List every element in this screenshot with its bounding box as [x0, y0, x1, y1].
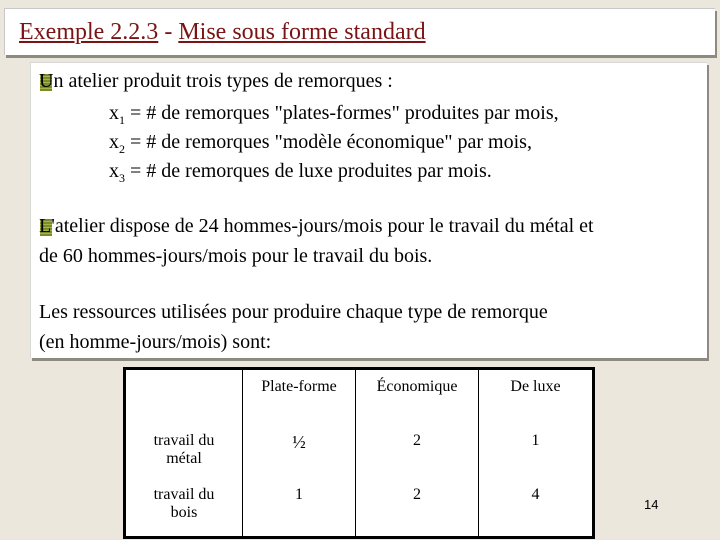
var-line-1	[109, 101, 559, 132]
var-subscript: 3	[119, 171, 125, 185]
page-number: 14	[644, 497, 659, 512]
paragraph-line-2: (en homme-jours/mois) sont:	[39, 331, 272, 353]
table-row	[125, 430, 594, 484]
table-row	[125, 484, 594, 538]
resource-table	[123, 367, 595, 539]
table-cell: 4	[479, 484, 594, 538]
row-label: travail du métal	[153, 432, 215, 467]
title-main: Mise sous forme standard	[178, 19, 426, 45]
var-text: = # de remorques "plates-formes" produites par mois,	[125, 102, 559, 124]
slide-title	[19, 19, 426, 46]
title-bar	[4, 8, 715, 55]
table-header-cell: Plate-forme	[243, 369, 356, 431]
content-box	[30, 62, 707, 358]
table-cell: ½	[243, 430, 356, 484]
var-name: x	[109, 131, 119, 153]
bullet-2-line-2: de 60 hommes-jours/mois pour le travail du bois.	[39, 245, 433, 267]
var-text: = # de remorques de luxe produites par mois.	[125, 160, 492, 182]
table-header-cell	[125, 369, 243, 431]
paragraph-line-1: Les ressources utilisées pour produire chaque type de remorque	[39, 301, 548, 323]
title-prefix: Exemple 2.2.3	[19, 19, 159, 45]
table-header-cell: De luxe	[479, 369, 594, 431]
var-text: = # de remorques "modèle économique" par mois,	[125, 131, 532, 153]
var-subscript: 2	[119, 142, 125, 156]
table-cell: 2	[356, 430, 479, 484]
row-label: travail du bois	[153, 486, 215, 521]
table-header-cell: Économique	[356, 369, 479, 431]
var-subscript: 1	[119, 113, 125, 127]
table-cell: 1	[479, 430, 594, 484]
table-cell: 1	[243, 484, 356, 538]
bullet-1-line-1: Un atelier produit trois types de remorques :	[39, 70, 393, 92]
title-separator: -	[158, 19, 179, 45]
var-line-2	[109, 130, 532, 161]
bullet-2-line-1: L'atelier dispose de 24 hommes-jours/mois pour le travail du métal et	[39, 215, 594, 237]
var-line-3	[109, 159, 492, 190]
var-name: x	[109, 102, 119, 124]
table-cell: 2	[356, 484, 479, 538]
table-header-row	[125, 369, 594, 431]
var-name: x	[109, 160, 119, 182]
